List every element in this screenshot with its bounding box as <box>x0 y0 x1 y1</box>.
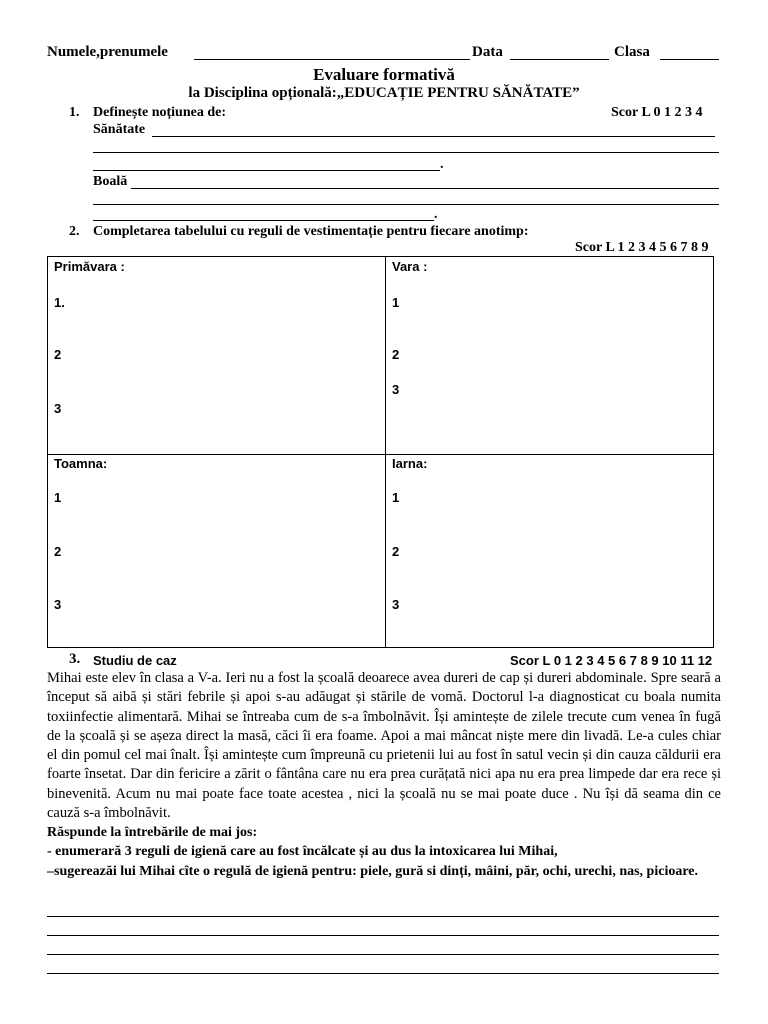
case-study-text: Mihai este elev în clasa a V-a. Ieri nu a fost la școală deoarece avea dureri de cap și dureri abdominale. Spre seară a început să aibă și stări febrile și apoi s-au adăugat și stările de vomă. Doctorul l-a diagnosticat cu boala numita toxiinfectie alimentară. Mihai se întreaba cum de s-a îmbolnăvit. Își amintește de zilele trecute cum venea în fugă de la școală și se așeza direct la masă, căci îi era foame. Apoi a mai mâncat niște mere din livadă. Le-a cules chiar el din pomul cel mai înalt. Își amintește cum împreună cu prietenii lui au fost în satul vecin și din cauza căldurii era foarte însetat. Dar din fericire a zărit o fântâna care nu era prea curățată nici apa nu era prea limpede dar era rece și binevenită. Acum nu mai poate face toate acestea , nici la școală nu se mai poate duce . Nu își dă seama din ce cauză s-a îmbolnăvit. <box>47 670 721 822</box>
date-field[interactable] <box>510 59 609 60</box>
task-1: - enumerară 3 reguli de igienă care au fost încălcate și au dus la intoxicarea lui Mihai, <box>47 844 558 859</box>
season-winter-label: Iarna: <box>392 456 428 471</box>
date-label: Data <box>472 44 503 60</box>
spring-item-1[interactable]: 1. <box>54 295 65 310</box>
answer-line[interactable] <box>93 170 440 171</box>
answer-line[interactable] <box>47 973 719 974</box>
q3-score: Scor L 0 1 2 3 4 5 6 7 8 9 10 11 12 <box>510 653 713 668</box>
end-dot: . <box>440 157 444 172</box>
table-divider <box>385 256 386 648</box>
page-title: Evaluare formativă <box>313 65 455 84</box>
season-autumn-label: Toamna: <box>54 456 108 471</box>
q1-number: 1. <box>69 105 80 120</box>
winter-item-3[interactable]: 3 <box>392 597 400 612</box>
name-field[interactable] <box>194 59 470 60</box>
answer-line[interactable] <box>93 204 719 205</box>
page-subtitle: la Disciplina opțională:„EDUCAȚIE PENTRU SĂNĂTATE” <box>188 85 580 101</box>
name-label: Numele,prenumele <box>47 44 168 60</box>
q1-term-health: Sănătate <box>93 122 146 137</box>
summer-item-2[interactable]: 2 <box>392 347 400 362</box>
answer-line[interactable] <box>47 916 719 917</box>
q1-prompt: Definește noțiunea de: <box>93 105 226 120</box>
winter-item-1[interactable]: 1 <box>392 490 400 505</box>
answer-line[interactable] <box>152 136 715 137</box>
summer-item-3[interactable]: 3 <box>392 382 400 397</box>
table-divider <box>47 454 714 455</box>
answer-line[interactable] <box>93 220 434 221</box>
q3-title: Studiu de caz <box>93 653 177 668</box>
q1-score: Scor L 0 1 2 3 4 <box>611 105 703 120</box>
class-field[interactable] <box>660 59 719 60</box>
q2-prompt: Completarea tabelului cu reguli de vestimentație pentru fiecare anotimp: <box>93 224 529 239</box>
q1-term-disease: Boală <box>93 174 128 189</box>
winter-item-2[interactable]: 2 <box>392 544 400 559</box>
answer-line[interactable] <box>131 188 719 189</box>
autumn-item-2[interactable]: 2 <box>54 544 62 559</box>
q3-number: 3. <box>69 651 81 667</box>
q2-number: 2. <box>69 224 80 239</box>
summer-item-1[interactable]: 1 <box>392 295 400 310</box>
answer-line[interactable] <box>47 935 719 936</box>
spring-item-3[interactable]: 3 <box>54 401 62 416</box>
season-summer-label: Vara : <box>392 259 428 274</box>
spring-item-2[interactable]: 2 <box>54 347 62 362</box>
answer-heading: Răspunde la întrebările de mai jos: <box>47 825 258 840</box>
season-spring-label: Primăvara : <box>54 259 125 274</box>
end-dot: . <box>434 207 438 222</box>
autumn-item-3[interactable]: 3 <box>54 597 62 612</box>
class-label: Clasa <box>614 44 650 60</box>
q2-score: Scor L 1 2 3 4 5 6 7 8 9 <box>575 240 709 255</box>
answer-line[interactable] <box>47 954 719 955</box>
answer-line[interactable] <box>93 152 719 153</box>
task-2: –sugereazăi lui Mihai cîte o regulă de igienă pentru: piele, gură si dinți, mâini, păr, ochi, urechi, nas, picioare. <box>47 864 699 879</box>
autumn-item-1[interactable]: 1 <box>54 490 62 505</box>
season-table <box>47 256 714 648</box>
